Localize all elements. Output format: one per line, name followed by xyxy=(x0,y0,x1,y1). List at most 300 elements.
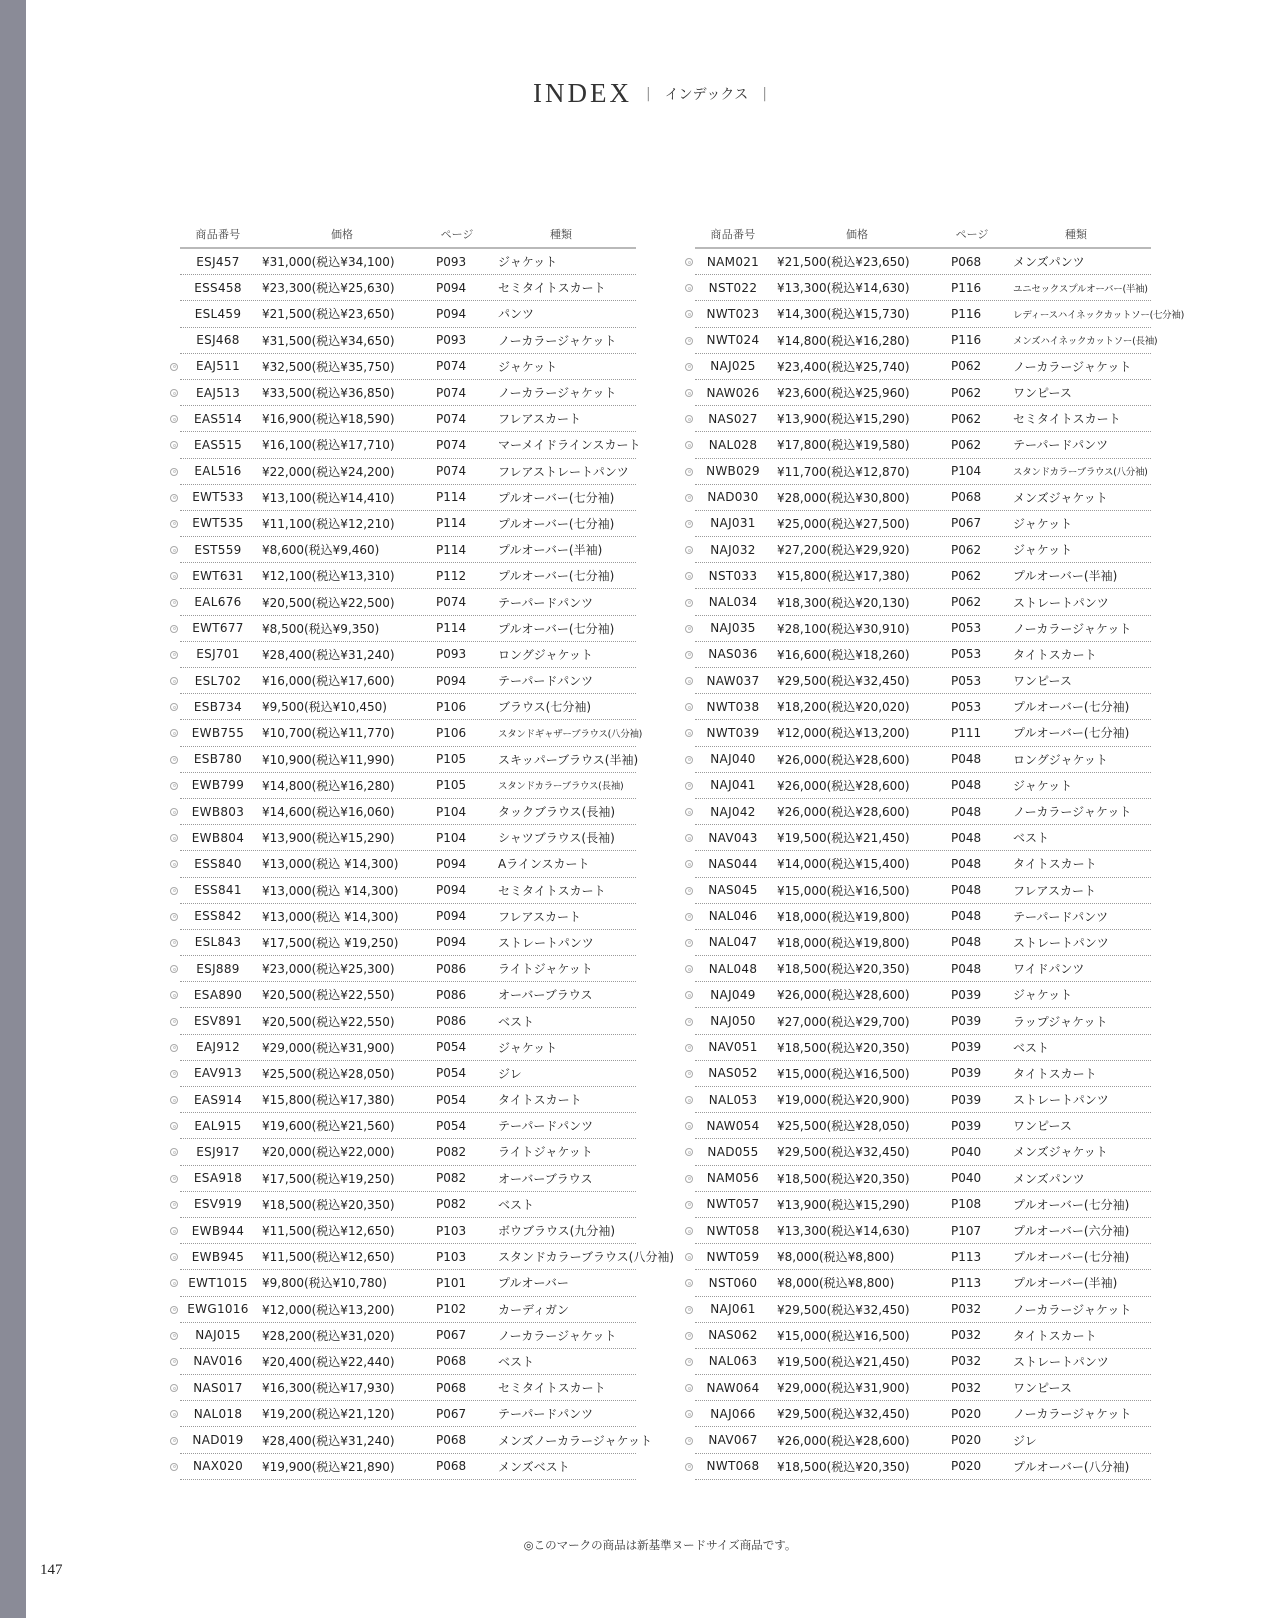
page-ref: P053 xyxy=(951,647,982,662)
nude-size-mark-icon xyxy=(683,1218,695,1244)
product-code: EWT533 xyxy=(192,490,244,505)
price: ¥25,500(税込¥28,050) xyxy=(262,1066,395,1081)
table-row xyxy=(168,799,636,825)
page-header xyxy=(0,78,1280,109)
item-type: メンズノーカラージャケット xyxy=(498,1433,652,1448)
product-code: ESJ889 xyxy=(196,961,240,976)
product-code: ESV891 xyxy=(193,1014,243,1029)
product-code: ESS841 xyxy=(194,883,242,898)
page-ref: P053 xyxy=(951,699,982,714)
side-color-bar xyxy=(0,0,26,1618)
page-ref: P062 xyxy=(951,437,982,452)
item-type: ベスト xyxy=(498,1014,535,1029)
table-row xyxy=(683,747,1151,773)
nude-size-mark-icon xyxy=(168,380,180,406)
table-row xyxy=(168,668,636,694)
table-row xyxy=(168,1401,636,1427)
product-code: EWB945 xyxy=(191,1249,245,1264)
page-ref: P068 xyxy=(436,1380,467,1395)
page-number: 147 xyxy=(40,1562,63,1578)
table-row xyxy=(168,406,636,432)
page-ref: P105 xyxy=(436,752,467,767)
price: ¥20,000(税込¥22,000) xyxy=(262,1145,395,1160)
product-code: ESB780 xyxy=(193,752,243,767)
product-code: EAL915 xyxy=(194,1118,242,1133)
page-ref: P094 xyxy=(436,306,467,321)
table-row xyxy=(168,511,636,537)
product-code: NAL048 xyxy=(708,961,758,976)
item-type: プルオーバー(七分袖) xyxy=(1013,726,1130,741)
page-ref: P032 xyxy=(951,1354,982,1369)
nude-size-mark-icon xyxy=(683,799,695,825)
table-row xyxy=(683,1297,1151,1323)
item-type: メンズパンツ xyxy=(1013,1171,1085,1186)
product-code: NAJ040 xyxy=(710,752,756,767)
nude-size-mark-icon xyxy=(168,1087,180,1113)
nude-size-mark-icon xyxy=(168,275,180,301)
page-ref: P082 xyxy=(436,1197,467,1212)
table-row xyxy=(683,301,1184,327)
price: ¥12,100(税込¥13,310) xyxy=(262,569,395,584)
item-type: ジャケット xyxy=(1013,778,1073,793)
item-type: ワンピース xyxy=(1013,1119,1072,1134)
price: ¥28,400(税込¥31,240) xyxy=(262,1433,395,1448)
page-ref: P039 xyxy=(951,1066,982,1081)
price: ¥8,600(税込¥9,460) xyxy=(262,543,380,558)
table-row xyxy=(683,511,1151,537)
product-code: NAD019 xyxy=(192,1433,244,1448)
item-type: ジャケット xyxy=(498,1040,558,1055)
product-code: NAJ015 xyxy=(195,1328,241,1343)
item-type: メンズパンツ xyxy=(1013,255,1085,270)
price: ¥31,500(税込¥34,650) xyxy=(262,333,395,348)
nude-size-mark-icon xyxy=(168,825,180,851)
page-ref: P094 xyxy=(436,909,467,924)
page-ref: P094 xyxy=(436,883,467,898)
product-code: NWT038 xyxy=(706,699,760,714)
item-type: プルオーバー(七分袖) xyxy=(498,490,615,505)
price: ¥19,500(税込¥21,450) xyxy=(777,831,910,846)
nude-size-mark-icon xyxy=(683,1008,695,1034)
nude-size-mark-icon xyxy=(683,275,695,301)
table-row xyxy=(683,642,1151,668)
page-ref: P039 xyxy=(951,1014,982,1029)
product-code: ESB734 xyxy=(193,699,243,714)
item-type: ワンピース xyxy=(1013,1381,1072,1396)
nude-size-mark-icon xyxy=(683,720,695,746)
page-ref: P093 xyxy=(436,647,467,662)
item-type: Aラインスカート xyxy=(498,857,590,872)
page-ref: P039 xyxy=(951,1040,982,1055)
price: ¥21,500(税込¥23,650) xyxy=(262,307,395,322)
nude-size-mark-icon xyxy=(683,1323,695,1349)
item-type: セミタイトスカート xyxy=(498,883,606,898)
table-body xyxy=(683,249,1184,1480)
page-ref: P068 xyxy=(436,1433,467,1448)
item-type: ブラウス(七分袖) xyxy=(498,700,592,715)
page-ref: P067 xyxy=(436,1328,467,1343)
price: ¥13,000(税込 ¥14,300) xyxy=(262,883,399,898)
price: ¥29,500(税込¥32,450) xyxy=(777,1302,910,1317)
page-ref: P062 xyxy=(951,359,982,374)
price: ¥18,000(税込¥19,800) xyxy=(777,935,910,950)
table-row xyxy=(683,1192,1151,1218)
nude-size-mark-icon xyxy=(683,1375,695,1401)
table-row xyxy=(683,432,1151,458)
product-code: EAJ511 xyxy=(195,359,241,374)
product-code: ESJ468 xyxy=(196,333,240,348)
product-code: NAV067 xyxy=(708,1433,758,1448)
nude-size-mark-icon xyxy=(168,1061,180,1087)
product-code: NAJ050 xyxy=(710,1014,756,1029)
product-code: NAX020 xyxy=(192,1459,244,1474)
price: ¥29,500(税込¥32,450) xyxy=(777,1407,910,1422)
page-ref: P082 xyxy=(436,1171,467,1186)
price: ¥17,500(税込¥19,250) xyxy=(262,1171,395,1186)
page-ref: P062 xyxy=(951,542,982,557)
page-ref: P114 xyxy=(436,542,467,557)
nude-size-mark-icon xyxy=(683,511,695,537)
product-code: EAS914 xyxy=(193,1092,243,1107)
nude-size-mark-icon xyxy=(168,328,180,354)
header-code: 商品番号 xyxy=(195,228,241,241)
page-ref: P067 xyxy=(436,1406,467,1421)
table-row xyxy=(168,930,636,956)
product-code: NAL034 xyxy=(708,595,758,610)
price: ¥19,200(税込¥21,120) xyxy=(262,1407,395,1422)
index-table-left xyxy=(168,221,675,1480)
table-row xyxy=(683,485,1151,511)
nude-size-mark-icon xyxy=(168,1035,180,1061)
price: ¥28,100(税込¥30,910) xyxy=(777,621,910,636)
item-type: オーバーブラウス xyxy=(498,988,593,1003)
price: ¥11,500(税込¥12,650) xyxy=(262,1224,395,1239)
page-ref: P048 xyxy=(951,883,982,898)
item-type: スキッパーブラウス(半袖) xyxy=(498,752,639,767)
price: ¥25,500(税込¥28,050) xyxy=(777,1119,910,1134)
page-ref: P074 xyxy=(436,595,467,610)
nude-size-mark-icon xyxy=(683,773,695,799)
page-ref: P040 xyxy=(951,1171,982,1186)
product-code: NAS036 xyxy=(708,647,758,662)
product-code: ESS842 xyxy=(194,909,242,924)
price: ¥15,800(税込¥17,380) xyxy=(262,1093,395,1108)
price: ¥16,900(税込¥18,590) xyxy=(262,412,395,427)
table-row xyxy=(683,563,1151,589)
header-price: 価格 xyxy=(331,228,353,241)
table-row xyxy=(683,668,1151,694)
table-row xyxy=(168,249,636,275)
product-code: NAV051 xyxy=(708,1040,758,1055)
table-row xyxy=(168,589,636,615)
item-type: ジレ xyxy=(1013,1433,1037,1448)
nude-size-mark-icon xyxy=(168,851,180,877)
table-row xyxy=(683,1427,1151,1453)
price: ¥23,600(税込¥25,960) xyxy=(777,386,910,401)
page-ref: P020 xyxy=(951,1433,982,1448)
item-type: テーパードパンツ xyxy=(498,674,594,689)
item-type: ノーカラージャケット xyxy=(498,1328,617,1343)
page-ref: P102 xyxy=(436,1302,467,1317)
product-code: ESJ701 xyxy=(196,647,240,662)
table-row xyxy=(168,1270,636,1296)
page-ref: P032 xyxy=(951,1302,982,1317)
nude-size-mark-icon xyxy=(683,380,695,406)
table-row xyxy=(683,1270,1151,1296)
nude-size-mark-icon xyxy=(683,328,695,354)
price: ¥14,600(税込¥16,060) xyxy=(262,805,395,820)
nude-size-mark-icon xyxy=(683,432,695,458)
price: ¥23,400(税込¥25,740) xyxy=(777,359,910,374)
product-code: NAM021 xyxy=(706,254,760,269)
price: ¥13,100(税込¥14,410) xyxy=(262,490,395,505)
page-ref: P054 xyxy=(436,1092,467,1107)
product-code: ESS458 xyxy=(194,280,242,295)
table-row xyxy=(168,878,636,904)
nude-size-mark-icon xyxy=(168,1270,180,1296)
product-code: NST022 xyxy=(708,280,758,295)
page-ref: P054 xyxy=(436,1066,467,1081)
price: ¥14,000(税込¥15,400) xyxy=(777,857,910,872)
product-code: NWT023 xyxy=(706,306,760,321)
product-code: NAS062 xyxy=(708,1328,758,1343)
table-body xyxy=(168,249,675,1480)
page-ref: P116 xyxy=(951,333,982,348)
table-row xyxy=(168,982,636,1008)
item-type: ジャケット xyxy=(498,255,558,270)
table-row xyxy=(168,1192,636,1218)
nude-size-mark-icon xyxy=(168,1401,180,1427)
page-ref: P068 xyxy=(436,1459,467,1474)
page-ref: P101 xyxy=(436,1275,467,1290)
product-code: EWB803 xyxy=(191,804,245,819)
nude-size-mark-icon xyxy=(168,668,180,694)
item-type: ライトジャケット xyxy=(498,962,593,977)
page-ref: P104 xyxy=(436,804,467,819)
page-ref: P062 xyxy=(951,385,982,400)
table-row xyxy=(683,851,1151,877)
nude-size-mark-icon xyxy=(168,930,180,956)
product-code: NWT059 xyxy=(706,1249,760,1264)
page-ref: P106 xyxy=(436,725,467,740)
nude-size-mark-icon xyxy=(683,1349,695,1375)
table-row xyxy=(683,1139,1151,1165)
item-type: パンツ xyxy=(498,307,535,322)
table-row xyxy=(683,537,1151,563)
table-row xyxy=(683,825,1151,851)
price: ¥13,900(税込¥15,290) xyxy=(777,412,910,427)
price: ¥20,400(税込¥22,440) xyxy=(262,1354,395,1369)
table-row xyxy=(683,249,1151,275)
page-ref: P067 xyxy=(951,516,982,531)
product-code: NAW064 xyxy=(706,1380,760,1395)
item-type: プルオーバー(七分袖) xyxy=(498,516,615,531)
page-ref: P093 xyxy=(436,333,467,348)
page-ref: P094 xyxy=(436,673,467,688)
page-ref: P082 xyxy=(436,1144,467,1159)
price: ¥14,800(税込¥16,280) xyxy=(777,333,910,348)
page-ref: P062 xyxy=(951,595,982,610)
item-type: プルオーバー(七分袖) xyxy=(1013,1250,1130,1265)
nude-size-mark-icon xyxy=(683,1087,695,1113)
item-type: ノーカラージャケット xyxy=(1013,805,1132,820)
price: ¥12,000(税込¥13,200) xyxy=(262,1302,395,1317)
table-row xyxy=(168,432,641,458)
product-code: EST559 xyxy=(194,542,242,557)
nude-size-mark-icon xyxy=(168,301,180,327)
price: ¥13,900(税込¥15,290) xyxy=(777,1197,910,1212)
nude-size-mark-icon xyxy=(683,694,695,720)
product-code: ESS840 xyxy=(194,856,242,871)
price: ¥8,000(税込¥8,800) xyxy=(777,1276,895,1291)
item-type: テーパードパンツ xyxy=(1013,438,1109,453)
page-ref: P108 xyxy=(951,1197,982,1212)
item-type: メンズハイネックカットソー(長袖) xyxy=(1013,336,1158,348)
page-ref: P094 xyxy=(436,935,467,950)
table-row xyxy=(168,1375,636,1401)
page-ref: P062 xyxy=(951,568,982,583)
table-row xyxy=(683,1323,1151,1349)
item-type: ベスト xyxy=(498,1354,535,1369)
nude-size-mark-icon xyxy=(683,904,695,930)
item-type: テーパードパンツ xyxy=(1013,909,1109,924)
price: ¥18,500(税込¥20,350) xyxy=(777,962,910,977)
price: ¥19,500(税込¥21,450) xyxy=(777,1354,910,1369)
table-row xyxy=(168,380,636,406)
table-row xyxy=(168,275,636,301)
nude-size-mark-icon xyxy=(683,1113,695,1139)
nude-size-mark-icon xyxy=(168,406,180,432)
price: ¥14,800(税込¥16,280) xyxy=(262,778,395,793)
nude-size-mark-icon xyxy=(168,1454,180,1480)
product-code: NAL063 xyxy=(708,1354,758,1369)
item-type: ストレートパンツ xyxy=(498,935,594,950)
price: ¥8,000(税込¥8,800) xyxy=(777,1250,895,1265)
product-code: ESA890 xyxy=(193,987,243,1002)
item-type: ジレ xyxy=(498,1066,522,1081)
product-code: EAJ912 xyxy=(195,1040,241,1055)
page-ref: P074 xyxy=(436,411,467,426)
item-type: ジャケット xyxy=(1013,516,1073,531)
page-ref: P114 xyxy=(436,621,467,636)
table-header xyxy=(180,221,636,249)
nude-size-mark-icon xyxy=(683,1427,695,1453)
price: ¥27,000(税込¥29,700) xyxy=(777,1014,910,1029)
product-code: NAJ035 xyxy=(710,621,756,636)
nude-size-mark-icon xyxy=(683,563,695,589)
price: ¥23,000(税込¥25,300) xyxy=(262,962,395,977)
product-code: NAW026 xyxy=(706,385,760,400)
item-type: ワンピース xyxy=(1013,674,1072,689)
page-ref: P020 xyxy=(951,1406,982,1421)
page-ref: P116 xyxy=(951,306,982,321)
price: ¥13,000(税込 ¥14,300) xyxy=(262,909,399,924)
nude-size-mark-icon xyxy=(168,878,180,904)
nude-size-mark-icon xyxy=(168,1139,180,1165)
price: ¥15,000(税込¥16,500) xyxy=(777,883,910,898)
product-code: NAJ061 xyxy=(710,1302,756,1317)
price: ¥8,500(税込¥9,350) xyxy=(262,621,380,636)
price: ¥11,700(税込¥12,870) xyxy=(777,464,910,479)
nude-size-mark-icon xyxy=(683,1454,695,1480)
price: ¥29,500(税込¥32,450) xyxy=(777,674,910,689)
price: ¥18,500(税込¥20,350) xyxy=(777,1459,910,1474)
page-ref: P086 xyxy=(436,961,467,976)
page-ref: P116 xyxy=(951,280,982,295)
page-ref: P039 xyxy=(951,987,982,1002)
price: ¥17,500(税込 ¥19,250) xyxy=(262,935,399,950)
table-row xyxy=(683,878,1151,904)
price: ¥16,000(税込¥17,600) xyxy=(262,674,395,689)
price: ¥25,000(税込¥27,500) xyxy=(777,516,910,531)
item-type: ワイドパンツ xyxy=(1013,962,1085,977)
item-type: スタンドカラーブラウス(八分袖) xyxy=(1013,467,1148,479)
nude-size-mark-icon xyxy=(168,773,180,799)
nude-size-mark-icon xyxy=(168,485,180,511)
product-code: EWB755 xyxy=(191,725,245,740)
page-ref: P054 xyxy=(436,1040,467,1055)
table-row xyxy=(168,1427,652,1453)
page-ref: P068 xyxy=(951,490,982,505)
page-ref: P039 xyxy=(951,1118,982,1133)
page-ref: P039 xyxy=(951,1092,982,1107)
item-type: ボウブラウス(九分袖) xyxy=(498,1224,616,1239)
page-ref: P053 xyxy=(951,621,982,636)
page-ref: P032 xyxy=(951,1328,982,1343)
item-type: メンズジャケット xyxy=(1013,490,1108,505)
product-code: NAJ025 xyxy=(710,359,756,374)
item-type: プルオーバー(七分袖) xyxy=(1013,700,1130,715)
product-code: EWT677 xyxy=(192,621,244,636)
page-ref: P094 xyxy=(436,280,467,295)
table-row xyxy=(683,930,1151,956)
item-type: タイトスカート xyxy=(1013,857,1097,872)
product-code: EWB799 xyxy=(191,778,245,793)
title-divider: | xyxy=(645,85,651,102)
price: ¥13,300(税込¥14,630) xyxy=(777,281,910,296)
page-ref: P068 xyxy=(436,1354,467,1369)
nude-size-mark-icon xyxy=(683,1035,695,1061)
item-type: タイトスカート xyxy=(1013,647,1097,662)
item-type: ロングジャケット xyxy=(1013,752,1108,767)
product-code: NAM056 xyxy=(706,1171,760,1186)
nude-size-mark-icon xyxy=(683,982,695,1008)
item-type: メンズジャケット xyxy=(1013,1145,1108,1160)
item-type: ノーカラージャケット xyxy=(1013,1302,1132,1317)
price: ¥19,000(税込¥20,900) xyxy=(777,1093,910,1108)
table-row xyxy=(168,1113,636,1139)
item-type: テーパードパンツ xyxy=(498,595,594,610)
product-code: EAJ513 xyxy=(195,385,241,400)
table-row xyxy=(168,563,636,589)
page-ref: P093 xyxy=(436,254,467,269)
product-code: NAS027 xyxy=(708,411,758,426)
table-row xyxy=(683,956,1151,982)
table-row xyxy=(168,1166,636,1192)
page-ref: P111 xyxy=(951,725,982,740)
nude-size-mark-icon xyxy=(683,459,695,485)
item-type: ベスト xyxy=(1013,831,1050,846)
page-ref: P074 xyxy=(436,437,467,452)
table-row xyxy=(168,328,636,354)
nude-size-mark-icon xyxy=(168,563,180,589)
page-ref: P086 xyxy=(436,1014,467,1029)
nude-size-mark-icon xyxy=(168,511,180,537)
nude-size-mark-icon xyxy=(168,642,180,668)
price: ¥19,600(税込¥21,560) xyxy=(262,1119,395,1134)
index-table-right xyxy=(683,221,1184,1480)
item-type: ジャケット xyxy=(1013,543,1073,558)
